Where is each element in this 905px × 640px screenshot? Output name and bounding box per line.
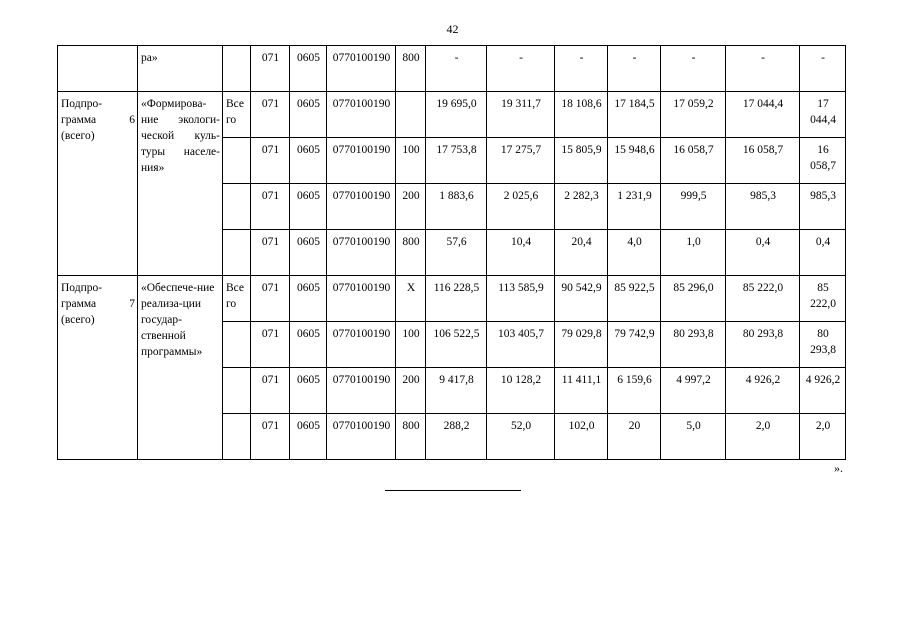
cell-value: 9 417,8 [426, 368, 487, 414]
cell-value: - [426, 46, 487, 92]
cell-total-mark [223, 138, 251, 184]
cell-title: «Обеспече-ние реализа-ции государ-ственной программы» [138, 276, 223, 460]
cell-value: 4 926,2 [726, 368, 800, 414]
cell-value: 113 585,9 [487, 276, 555, 322]
cell-value: 79 029,8 [555, 322, 608, 368]
cell-value: 17 184,5 [608, 92, 661, 138]
cell-grbs: 071 [251, 92, 290, 138]
cell-grbs: 071 [251, 138, 290, 184]
cell-value: 0,4 [726, 230, 800, 276]
cell-title: ра» [138, 46, 223, 92]
cell-grbs: 071 [251, 414, 290, 460]
cell-value: 79 742,9 [608, 322, 661, 368]
cell-value: 2 282,3 [555, 184, 608, 230]
cell-value: 15 805,9 [555, 138, 608, 184]
cell-value: - [608, 46, 661, 92]
cell-value: 19 695,0 [426, 92, 487, 138]
cell-value: 4,0 [608, 230, 661, 276]
cell-expense-type: 800 [396, 230, 426, 276]
cell-expense-type: 800 [396, 46, 426, 92]
cell-value: 1 883,6 [426, 184, 487, 230]
cell-value: 16 058,7 [800, 138, 846, 184]
cell-value: - [800, 46, 846, 92]
cell-total-mark [223, 322, 251, 368]
cell-value: 5,0 [661, 414, 726, 460]
page-number: 42 [446, 22, 459, 36]
cell-value: - [726, 46, 800, 92]
cell-grbs: 071 [251, 322, 290, 368]
table-row [58, 92, 846, 138]
cell-grbs: 071 [251, 184, 290, 230]
cell-value: 1,0 [661, 230, 726, 276]
cell-subprogram [58, 46, 138, 92]
cell-value: 288,2 [426, 414, 487, 460]
cell-section: 0605 [290, 322, 327, 368]
cell-value: 10 128,2 [487, 368, 555, 414]
cell-value: 90 542,9 [555, 276, 608, 322]
cell-value: 85 922,5 [608, 276, 661, 322]
budget-table [57, 45, 846, 460]
cell-value: 10,4 [487, 230, 555, 276]
cell-title: «Формирова-ние экологи-ческой куль-туры населе-ния» [138, 92, 223, 276]
cell-value: 15 948,6 [608, 138, 661, 184]
cell-value: 2 025,6 [487, 184, 555, 230]
cell-target-code: 0770100190 [327, 276, 396, 322]
cell-value: 2,0 [726, 414, 800, 460]
cell-value: 16 058,7 [726, 138, 800, 184]
cell-total-mark [223, 368, 251, 414]
footer-divider-line [385, 490, 521, 491]
cell-value: - [487, 46, 555, 92]
cell-section: 0605 [290, 276, 327, 322]
cell-value: 80 293,8 [661, 322, 726, 368]
cell-value: 106 522,5 [426, 322, 487, 368]
cell-value: - [661, 46, 726, 92]
cell-expense-type: Х [396, 276, 426, 322]
cell-value: 57,6 [426, 230, 487, 276]
cell-section: 0605 [290, 184, 327, 230]
cell-target-code: 0770100190 [327, 46, 396, 92]
cell-expense-type: 800 [396, 414, 426, 460]
cell-target-code: 0770100190 [327, 138, 396, 184]
cell-value: 17 044,4 [800, 92, 846, 138]
cell-value: 0,4 [800, 230, 846, 276]
cell-value: 985,3 [800, 184, 846, 230]
table-row [58, 46, 846, 92]
cell-target-code: 0770100190 [327, 92, 396, 138]
cell-value: 80 293,8 [800, 322, 846, 368]
cell-value: 20,4 [555, 230, 608, 276]
cell-value: 103 405,7 [487, 322, 555, 368]
cell-section: 0605 [290, 138, 327, 184]
cell-total-mark [223, 414, 251, 460]
cell-expense-type: 100 [396, 138, 426, 184]
cell-expense-type: 200 [396, 368, 426, 414]
closing-quote-mark: ». [834, 461, 843, 475]
cell-value: - [555, 46, 608, 92]
cell-target-code: 0770100190 [327, 184, 396, 230]
cell-section: 0605 [290, 230, 327, 276]
cell-value: 20 [608, 414, 661, 460]
cell-value: 52,0 [487, 414, 555, 460]
cell-expense-type [396, 92, 426, 138]
cell-value: 19 311,7 [487, 92, 555, 138]
cell-total-mark [223, 184, 251, 230]
cell-grbs: 071 [251, 230, 290, 276]
cell-value: 85 296,0 [661, 276, 726, 322]
cell-value: 999,5 [661, 184, 726, 230]
cell-value: 1 231,9 [608, 184, 661, 230]
cell-grbs: 071 [251, 46, 290, 92]
cell-value: 17 059,2 [661, 92, 726, 138]
cell-value: 85 222,0 [726, 276, 800, 322]
cell-value: 11 411,1 [555, 368, 608, 414]
cell-total-mark: Все го [223, 92, 251, 138]
cell-grbs: 071 [251, 368, 290, 414]
cell-value: 4 926,2 [800, 368, 846, 414]
cell-value: 80 293,8 [726, 322, 800, 368]
cell-section: 0605 [290, 46, 327, 92]
cell-target-code: 0770100190 [327, 230, 396, 276]
table-row [58, 276, 846, 322]
cell-section: 0605 [290, 414, 327, 460]
cell-total-mark: Все го [223, 276, 251, 322]
cell-value: 17 275,7 [487, 138, 555, 184]
cell-subprogram: Подпро-грамма 7 (всего) [58, 276, 138, 460]
cell-target-code: 0770100190 [327, 414, 396, 460]
cell-value: 2,0 [800, 414, 846, 460]
cell-target-code: 0770100190 [327, 322, 396, 368]
cell-subprogram: Подпро-грамма 6 (всего) [58, 92, 138, 276]
cell-value: 6 159,6 [608, 368, 661, 414]
cell-value: 85 222,0 [800, 276, 846, 322]
cell-value: 18 108,6 [555, 92, 608, 138]
cell-section: 0605 [290, 368, 327, 414]
cell-value: 116 228,5 [426, 276, 487, 322]
cell-expense-type: 200 [396, 184, 426, 230]
cell-total-mark [223, 230, 251, 276]
cell-grbs: 071 [251, 276, 290, 322]
cell-target-code: 0770100190 [327, 368, 396, 414]
cell-value: 102,0 [555, 414, 608, 460]
cell-value: 4 997,2 [661, 368, 726, 414]
cell-section: 0605 [290, 92, 327, 138]
cell-expense-type: 100 [396, 322, 426, 368]
cell-total-mark [223, 46, 251, 92]
cell-value: 985,3 [726, 184, 800, 230]
cell-value: 17 044,4 [726, 92, 800, 138]
cell-value: 16 058,7 [661, 138, 726, 184]
cell-value: 17 753,8 [426, 138, 487, 184]
